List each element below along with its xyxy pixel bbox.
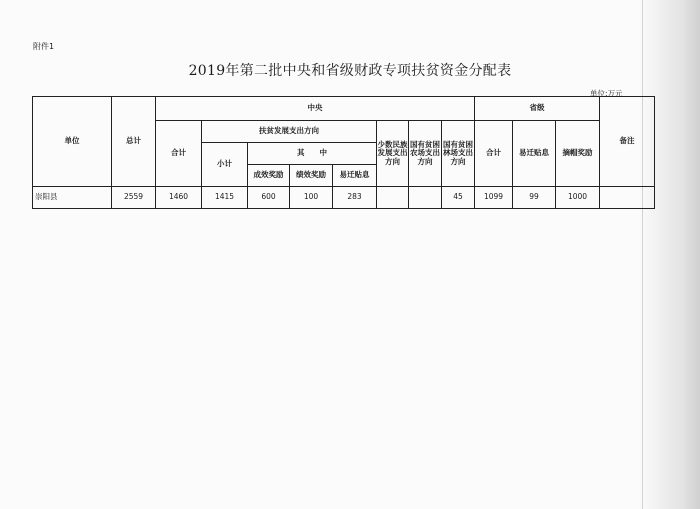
attachment-label: 附件1 [33, 42, 55, 51]
allocation-table [32, 96, 655, 209]
cell-minority [377, 187, 409, 209]
header-poverty-dev: 扶贫发展支出方向 [202, 121, 377, 143]
unit-label: 单位:万元 [590, 89, 623, 98]
cell-prov-hat-reward: 1000 [556, 187, 600, 209]
header-perf-reward: 成效奖励 [248, 165, 290, 187]
header-remarks: 备注 [600, 97, 655, 187]
header-minority: 少数民族发展支出方向 [377, 121, 409, 187]
header-prov-relocation: 易迁贴息 [513, 121, 556, 187]
cell-central-sum: 1460 [156, 187, 202, 209]
header-state-forest: 国有贫困林场支出方向 [442, 121, 475, 187]
header-prov-sum: 合计 [475, 121, 513, 187]
cell-unit: 崇阳县 [33, 187, 112, 209]
document-title: 2019年第二批中央和省级财政专项扶贫资金分配表 [188, 63, 512, 79]
cell-prov-relocation: 99 [513, 187, 556, 209]
cell-subtotal: 1415 [202, 187, 248, 209]
header-provincial: 省级 [475, 97, 600, 121]
cell-prov-sum: 1099 [475, 187, 513, 209]
cell-state-farm [409, 187, 442, 209]
cell-state-forest: 45 [442, 187, 475, 209]
header-unit: 单位 [33, 97, 112, 187]
cell-total: 2559 [112, 187, 156, 209]
header-among: 其 中 [248, 143, 377, 165]
header-central-sum: 合计 [156, 121, 202, 187]
header-prov-hat-reward: 摘帽奖励 [556, 121, 600, 187]
cell-merit-reward: 100 [290, 187, 333, 209]
header-central: 中央 [156, 97, 475, 121]
cell-perf-reward: 600 [248, 187, 290, 209]
header-state-farm: 国有贫困农场支出方向 [409, 121, 442, 187]
table-row [33, 187, 655, 209]
cell-remarks [600, 187, 655, 209]
cell-relocation-subsidy: 283 [333, 187, 377, 209]
header-subtotal: 小计 [202, 143, 248, 187]
header-relocation-subsidy: 易迁贴息 [333, 165, 377, 187]
header-total: 总计 [112, 97, 156, 187]
header-merit-reward: 绩效奖励 [290, 165, 333, 187]
